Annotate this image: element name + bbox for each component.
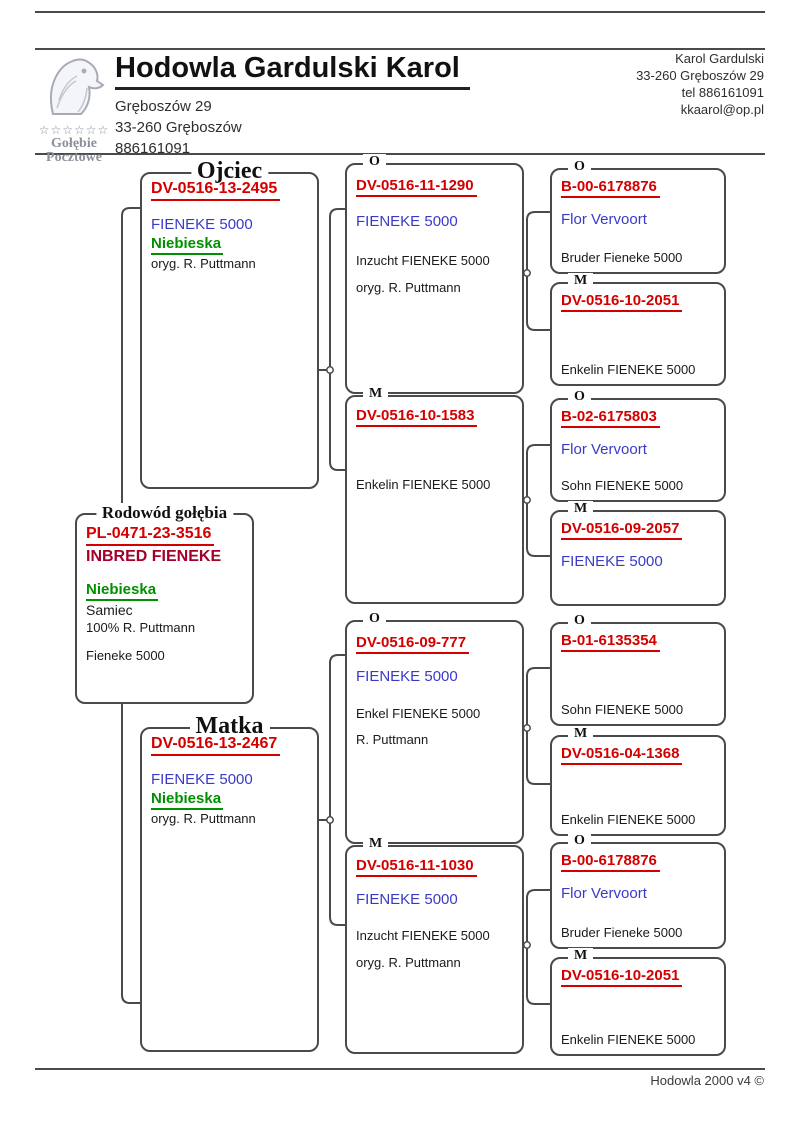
pedigree-box-ggp-fmm [550, 501, 726, 606]
box-title: M [568, 948, 593, 964]
junction-dot [524, 270, 530, 276]
pedigree-box-ggp-mff [550, 613, 726, 726]
pedigree-box-ggp-mmf [550, 833, 726, 949]
pedigree-box-ggp-fff [550, 159, 726, 274]
junction-dot [524, 497, 530, 503]
box-title: M [568, 501, 593, 517]
pedigree-box-father [140, 158, 319, 489]
strain-name: Flor Vervoort [561, 885, 647, 902]
ring-number: DV-0516-10-2051 [561, 967, 682, 987]
ring-number: B-00-6178876 [561, 178, 660, 198]
note-line: R. Puttmann [356, 732, 429, 747]
ring-number: DV-0516-10-2051 [561, 292, 682, 312]
software-credit: Hodowla 2000 v4 © [650, 1073, 764, 1088]
address-line: 33-260 Gręboszów [115, 119, 242, 136]
breeder-address [115, 96, 242, 159]
pigeon-head-icon [43, 54, 105, 118]
pigeon-name: INBRED FIENEKE [86, 548, 222, 565]
color-name: Niebieska [151, 790, 223, 810]
box-title: M [363, 386, 388, 402]
color-name: Niebieska [86, 581, 158, 601]
ring-number: DV-0516-13-2495 [151, 180, 280, 201]
note-line: Enkel FIENEKE 5000 [356, 706, 481, 721]
footer-rule [35, 1068, 765, 1070]
contact-line: tel 886161091 [681, 85, 764, 100]
note-line: Inzucht FIENEKE 5000 [356, 928, 490, 943]
box-title: M [568, 726, 593, 742]
top-rule [35, 11, 765, 13]
strain-name: FIENEKE 5000 [561, 553, 663, 570]
ring-number: DV-0516-11-1290 [356, 177, 477, 197]
box-title: Matka [190, 713, 270, 740]
ring-number: DV-0516-13-2467 [151, 735, 280, 756]
address-line: 886161091 [115, 140, 191, 157]
strain-name: FIENEKE 5000 [356, 668, 458, 685]
pedigree-box-ggp-mfm [550, 726, 726, 836]
box-title: Ojciec [191, 158, 268, 185]
connector-mother-bracket [330, 655, 345, 925]
strain-name: Flor Vervoort [561, 211, 647, 228]
pedigree-box-grandfather-mf [345, 611, 524, 844]
ring-number: B-02-6175803 [561, 408, 660, 428]
note-line: Enkelin FIENEKE 5000 [561, 362, 696, 377]
box-title: O [363, 154, 386, 170]
loft-logo [36, 54, 112, 165]
ring-number: DV-0516-09-777 [356, 634, 469, 654]
strain-name: FIENEKE 5000 [356, 213, 458, 230]
contact-line: Karol Gardulski [675, 51, 764, 66]
box-title: O [568, 833, 591, 849]
pedigree-box-grandmother-mm [345, 836, 524, 1054]
strain-name: FIENEKE 5000 [151, 771, 253, 788]
page-title: Hodowla Gardulski Karol [115, 52, 470, 90]
note-line: Sohn FIENEKE 5000 [561, 702, 684, 717]
address-line: Gręboszów 29 [115, 98, 212, 115]
note-line: oryg. R. Puttmann [356, 955, 461, 970]
connector-subject-mother [122, 700, 140, 1003]
strain-name: Flor Vervoort [561, 441, 647, 458]
strain-name: FIENEKE 5000 [151, 216, 253, 233]
pedigree-box-ggp-mmm [550, 948, 726, 1056]
note-line: Sohn FIENEKE 5000 [561, 478, 684, 493]
sex-label: Samiec [86, 602, 133, 618]
connector-fm-bracket [527, 445, 550, 556]
connector-ff-bracket [527, 212, 550, 330]
pedigree-box-ggp-fmf [550, 389, 726, 502]
box-title: O [568, 159, 591, 175]
connector-father-bracket [330, 209, 345, 470]
note-line: Inzucht FIENEKE 5000 [356, 253, 490, 268]
ring-number: DV-0516-04-1368 [561, 745, 682, 765]
origin-note: oryg. R. Puttmann [151, 256, 256, 271]
breeder-contact [636, 50, 764, 118]
pedigree-box-grandmother-fm [345, 386, 524, 604]
ring-number: DV-0516-10-1583 [356, 407, 477, 427]
ring-number: B-00-6178876 [561, 852, 660, 872]
contact-line: 33-260 Gręboszów 29 [636, 68, 764, 83]
junction-dot [524, 725, 530, 731]
ring-number: DV-0516-09-2057 [561, 520, 682, 540]
pedigree-box-grandfather-ff [345, 154, 524, 394]
box-title: M [568, 273, 593, 289]
logo-name-line1: Gołębie [51, 136, 97, 151]
contact-line: kkaarol@op.pl [680, 102, 764, 117]
box-title: Rodowód gołębia [96, 503, 233, 523]
ring-number: PL-0471-23-3516 [86, 525, 214, 546]
origin-note: 100% R. Puttmann [86, 620, 196, 635]
junction-dot [327, 367, 333, 373]
box-title: O [568, 613, 591, 629]
ring-number: B-01-6135354 [561, 632, 660, 652]
junction-dot [524, 942, 530, 948]
junction-dot [327, 817, 333, 823]
note-line: Enkelin FIENEKE 5000 [561, 812, 696, 827]
note-line: Bruder Fieneke 5000 [561, 250, 683, 265]
box-title: O [363, 611, 386, 627]
box-title: O [568, 389, 591, 405]
note-line: Enkelin FIENEKE 5000 [561, 1032, 696, 1047]
note-line: Bruder Fieneke 5000 [561, 925, 683, 940]
connector-mm-bracket [527, 890, 550, 1004]
color-name: Niebieska [151, 235, 223, 255]
stars-icon: ☆☆☆☆☆☆ [38, 123, 110, 137]
ring-number: DV-0516-11-1030 [356, 857, 477, 877]
logo-name-line2: Pocztowe [46, 150, 102, 165]
connector-mf-bracket [527, 668, 550, 784]
connector-subject-father [122, 208, 140, 513]
strain-name: FIENEKE 5000 [356, 891, 458, 908]
note-line: Enkelin FIENEKE 5000 [356, 477, 491, 492]
pedigree-box-ggp-ffm [550, 273, 726, 386]
pedigree-box-subject [75, 503, 254, 704]
box-title: M [363, 836, 388, 852]
pedigree-box-mother [140, 713, 319, 1052]
origin-note: oryg. R. Puttmann [151, 811, 256, 826]
strain-note: Fieneke 5000 [86, 648, 165, 663]
note-line: oryg. R. Puttmann [356, 280, 461, 295]
